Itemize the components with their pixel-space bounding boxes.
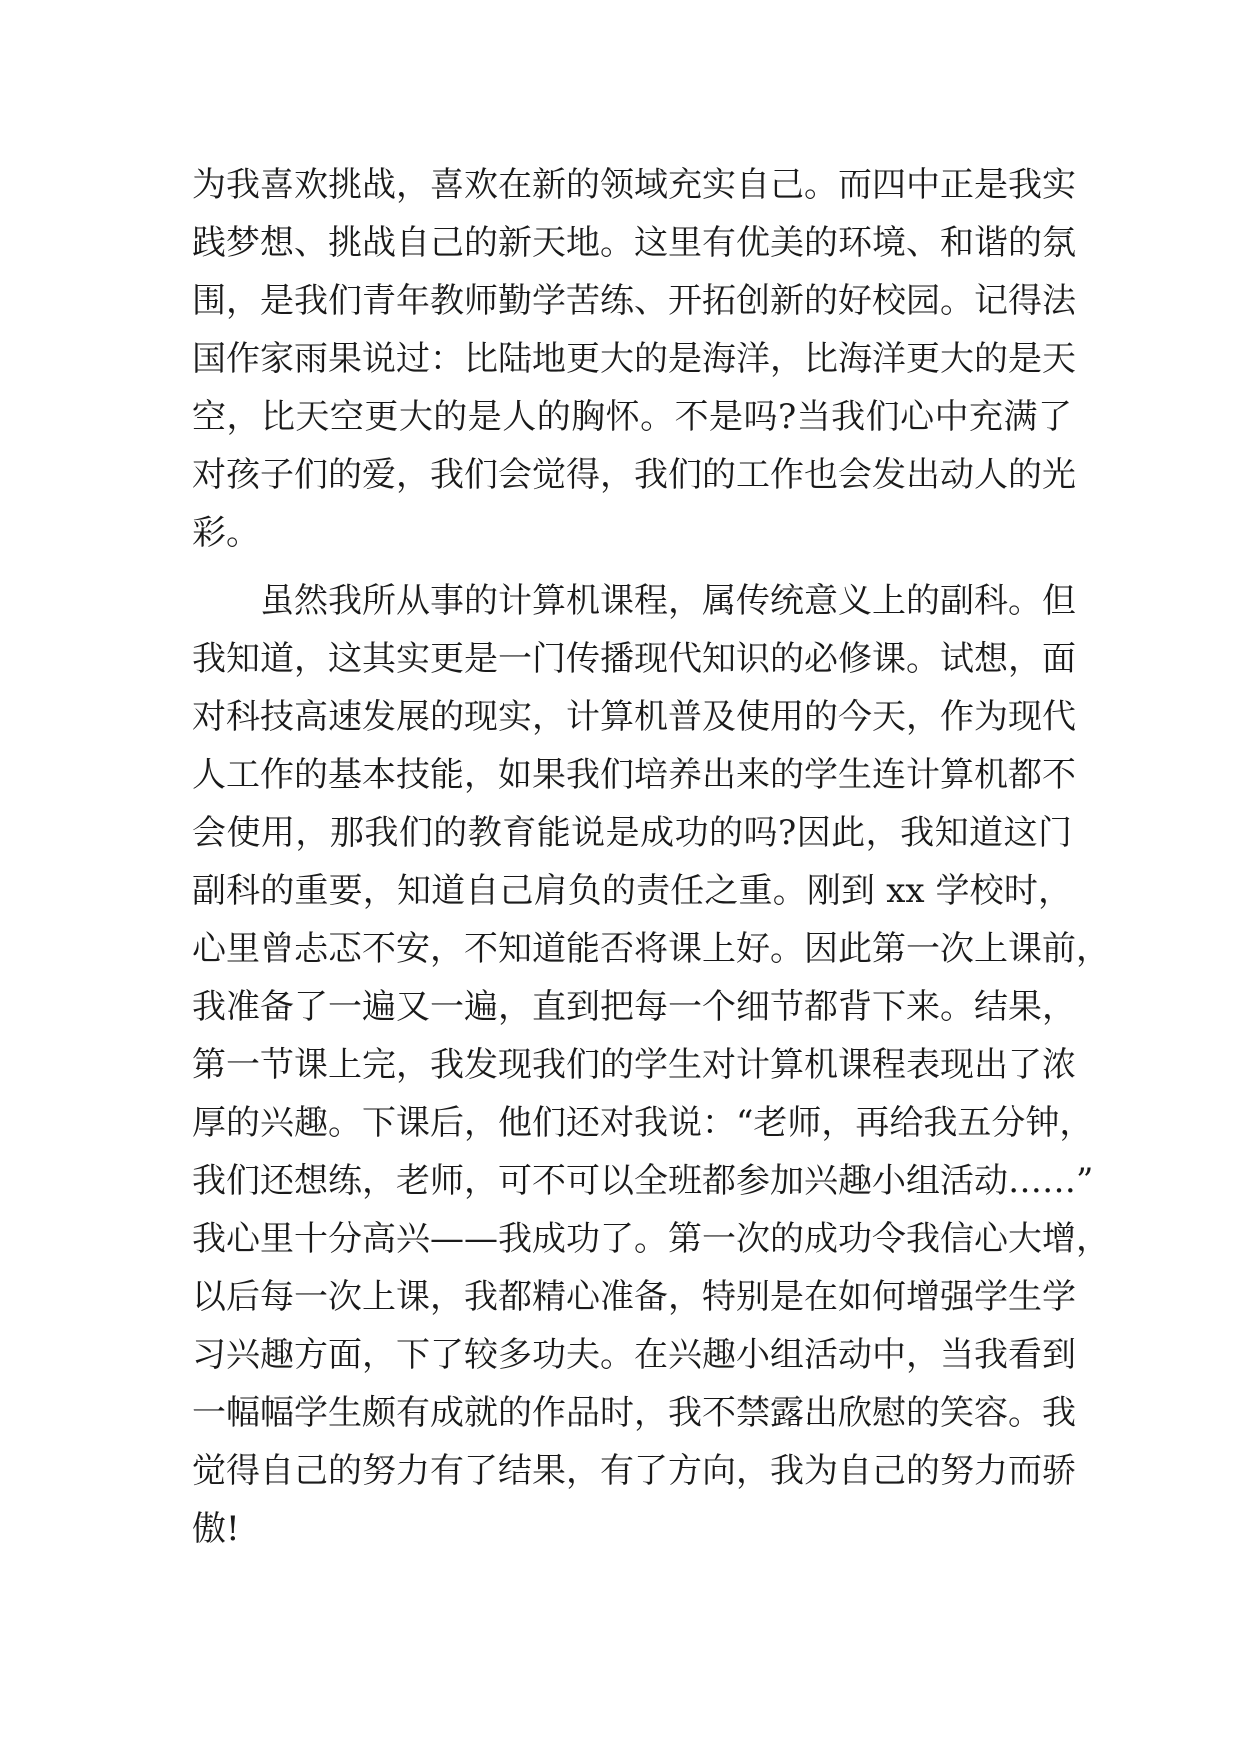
text-line: 第一节课上完，我发现我们的学生对计算机课程表现出了浓	[192, 1045, 1076, 1085]
text-line: 我知道，这其实更是一门传播现代知识的必修课。试想，面	[192, 639, 1076, 679]
text-line: 践梦想、挑战自己的新天地。这里有优美的环境、和谐的氛	[192, 223, 1076, 263]
text-line: 人工作的基本技能，如果我们培养出来的学生连计算机都不	[192, 755, 1076, 795]
text-line: 彩。	[192, 513, 260, 553]
text-line: 傲!	[192, 1509, 240, 1549]
text-line: 习兴趣方面，下了较多功夫。在兴趣小组活动中，当我看到	[192, 1335, 1076, 1375]
text-line: 厚的兴趣。下课后，他们还对我说：“老师，再给我五分钟，	[192, 1103, 1094, 1143]
text-line: 我准备了一遍又一遍，直到把每一个细节都背下来。结果，	[192, 987, 1076, 1027]
text-line: 觉得自己的努力有了结果，有了方向，我为自己的努力而骄	[192, 1451, 1076, 1491]
text-line: 对科技高速发展的现实，计算机普及使用的今天，作为现代	[192, 697, 1076, 737]
paragraph-1	[192, 156, 1076, 562]
text-line: 会使用，那我们的教育能说是成功的吗?因此，我知道这门	[192, 813, 1072, 853]
text-line: 心里曾忐忑不安，不知道能否将课上好。因此第一次上课前，	[192, 929, 1110, 969]
text-line: 我们还想练，老师，可不可以全班都参加兴趣小组活动……”	[192, 1161, 1094, 1201]
text-line: 我心里十分高兴——我成功了。第一次的成功令我信心大增，	[192, 1219, 1110, 1259]
body-text	[192, 156, 1110, 1558]
text-line: 围，是我们青年教师勤学苦练、开拓创新的好校园。记得法	[192, 281, 1076, 321]
paragraph-2	[192, 572, 1110, 1558]
text-line: 为我喜欢挑战，喜欢在新的领域充实自己。而四中正是我实	[192, 165, 1076, 205]
text-line: 虽然我所从事的计算机课程，属传统意义上的副科。但	[260, 581, 1076, 621]
text-line: 副科的重要，知道自己肩负的责任之重。刚到 xx 学校时，	[192, 871, 1072, 911]
text-line: 一幅幅学生颇有成就的作品时，我不禁露出欣慰的笑容。我	[192, 1393, 1076, 1433]
text-line: 国作家雨果说过：比陆地更大的是海洋，比海洋更大的是天	[192, 339, 1076, 379]
text-line: 对孩子们的爱，我们会觉得，我们的工作也会发出动人的光	[192, 455, 1076, 495]
text-line: 空，比天空更大的是人的胸怀。不是吗?当我们心中充满了	[192, 397, 1072, 437]
paragraph-spacer	[192, 562, 1072, 572]
text-line: 以后每一次上课，我都精心准备，特别是在如何增强学生学	[192, 1277, 1076, 1317]
